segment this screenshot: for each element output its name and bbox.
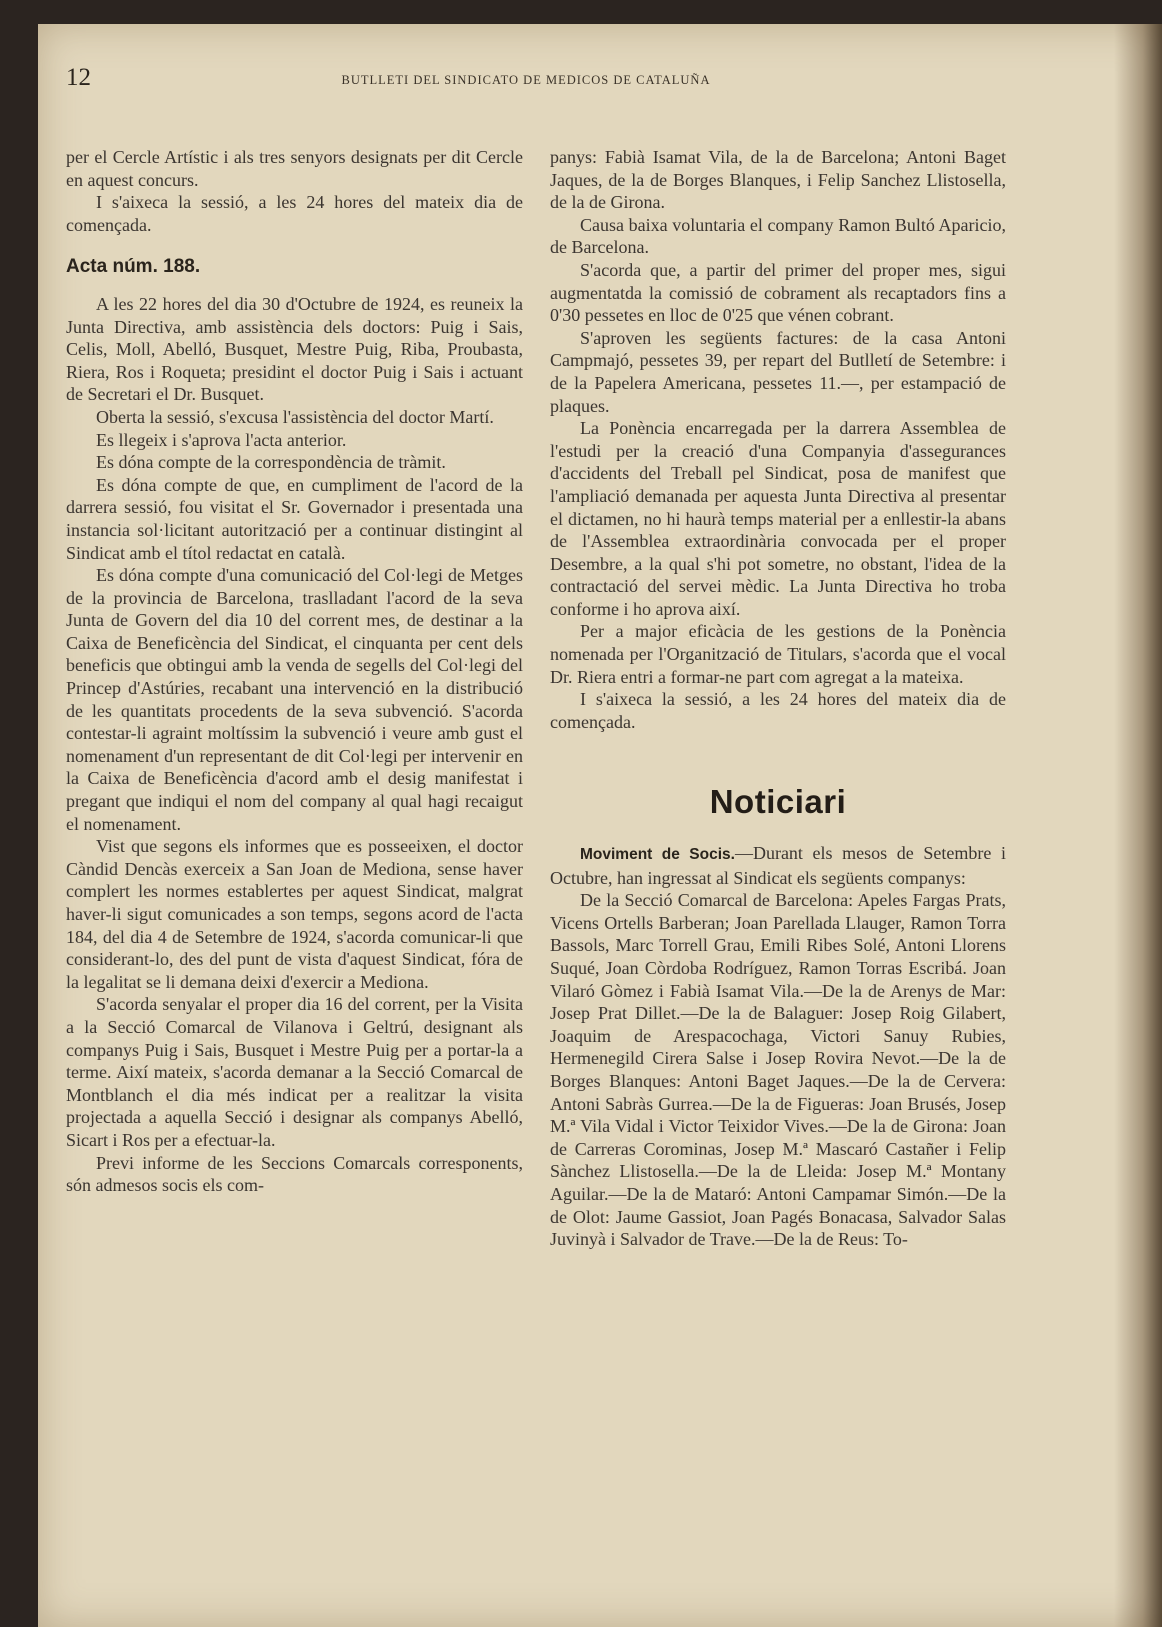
paragraph: De la Secció Comarcal de Barcelona: Apeles Fargas Prats, Vicens Ortells Barberan; Joan Parellada Llauger, Ramon Torra Bassols, Marc Torrell Grau, Emili Ribes Solé, Antoni Llorens Suqué, Joan Còrdoba Rodríguez, Ramon Torras Escribá. Joan Vilaró Gòmez i Fabià Isamat Vila.—De la de Arenys de Mar: Josep Prat Dillet.—De la de Balaguer: Josep Roig Gilabert, Joaquim de Arespacochaga, Victori Sanuy Rubies, Hermenegild Cirera Salse i Josep Rovira Nevot.—De la de Borges Blanques: Antoni Baget Jaques.—De la de Cervera: Antoni Sabràs Gurrea.—De la de Figueras: Joan Brusés, Josep M.ª Vila Vidal i Victor Teixidor Vives.—De la de Girona: Joan de Carreras Corominas, Josep M.ª Mascaró Castañer i Felip Sànchez Llistosella.—De la de Lleida: Josep M.ª Montany Aguilar.—De la de Mataró: Antoni Campamar Simón.—De la de Olot: Jaume Gassiot, Joan Pagés Bonacasa, Salvador Salas Juvinyà i Salvador de Trave.—De la de Reus: To- [550,890,1006,1250]
paragraph: A les 22 hores del dia 30 d'Octubre de 1924, es reuneix la Junta Directiva, amb assistència dels doctors: Puig i Sais, Celis, Moll, Abelló, Busquet, Mestre Puig, Riba, Proubasta, Riera, Ros i Roqueta; presidint el doctor Puig i Sais i actuant de Secretari el Dr. Busquet. [66,293,523,405]
acta-heading: Acta núm. 188. [66,256,201,278]
page-number: 12 [66,64,91,91]
paragraph: Causa baixa voluntaria el company Ramon Bultó Aparicio, de Barcelona. [550,214,1006,258]
paragraph: Es llegeix i s'aprova l'acta anterior. [96,429,347,450]
paragraph: Es dóna compte d'una comunicació del Col·legi de Metges de la provincia de Barcelona, traslladant l'acord de la seva Junta de Govern del dia 10 del corrent mes, de destinar a la Caixa de Beneficència del Sindicat, el cinquanta per cent dels beneficis que obtingui amb la venda de segells del Col·legi del Princep d'Astúries, recabant una intervenció en la distribució de les quantitats procedents de la seva subvenció. S'acorda contestar-li agraint moltíssim la subvenció i veure amb gust el nomenament d'un representant de dit Col·legi per intervenir en la Caixa de Beneficència d'acord amb el desig manifestat i pregant que indiqui el nom del company al qual hagi recaigut el nomenament. [66,565,523,834]
book-spine-shadow [1114,24,1162,1627]
left-column [66,146,523,1197]
right-column [550,146,1006,1251]
page-header [66,64,1046,98]
lead-label: Moviment de Socis. [580,846,735,864]
paragraph: panys: Fabià Isamat Vila, de la de Barcelona; Antoni Baget Jaques, de la de Borges Blanques, i Felip Sanchez Llistosella, de la de Girona. [550,147,1006,213]
paragraph: Per a major eficàcia de les gestions de la Ponència nomenada per l'Organització de Titulars, s'acorda que el vocal Dr. Riera entri a formar-ne part com agregat a la mateixa. [550,621,1006,687]
paragraph: Es dóna compte de que, en cumpliment de l'acord de la darrera sessió, fou visitat el Sr. Governador i presentada una instancia sol·licitant autorització per a continuar distingint al Sindicat amb el títol redactat en català. [66,474,523,563]
paragraph: Oberta la sessió, s'excusa l'assistència del doctor Martí. [96,406,494,427]
lead-text: —Durant els mesos de Setembre i Octubre, han ingressat al Sindicat els següents companys: [550,843,1006,888]
paragraph: per el Cercle Artístic i als tres senyors designats per dit Cercle en aquest concurs. [66,147,523,190]
paragraph: I s'aixeca la sessió, a les 24 hores del mateix dia de començada. [550,689,1006,732]
paragraph: La Ponència encarregada per la darrera Assemblea de l'estudi per la creació d'una Companyia d'assegurances d'accidents del Treball pel Sindicat, posa de manifest que l'ampliació demanada per aquesta Junta Directiva al presentar el dictamen, no hi haurà temps material per a enllestir-la abans de l'Assemblea extraordinària convocada per el proper Desembre, a la qual s'hi pot sometre, no obstant, l'idea de la contractació del servei mèdic. La Junta Directiva ho troba conforme i ho aprova així. [550,418,1006,619]
running-title: BUTLLETI DEL SINDICATO DE MEDICOS DE CATALUÑA [341,73,711,87]
paragraph: Es dóna compte de la correspondència de tràmit. [96,452,446,473]
paragraph: Vist que segons els informes que es posseeixen, el doctor Càndid Dencàs exerceix a San Joan de Mediona, sense haver complert les normes establertes per aquest Sindicat, malgrat haver-li sigut comunicades a son temps, segons acord de l'acta 184, del dia 4 de Setembre de 1924, s'acorda comunicar-li que considerant-lo, des del punt de vista d'aquest Sindicat, fóra de la legalitat se li demana deixi d'exercir a Mediona. [66,836,523,992]
paragraph: S'acorda senyalar el proper dia 16 del corrent, per la Visita a la Secció Comarcal de Vilanova i Geltrú, designant als companys Puig i Sais, Busquet i Mestre Puig per a portar-la a terme. Així mateix, s'acorda demanar a la Secció Comarcal de Montblanch el dia més indicat per a realitzar la visita projectada a aquella Secció i designar als companys Abelló, Sicart i Ros per a efectuar-la. [66,994,523,1150]
paragraph: S'acorda que, a partir del primer del proper mes, sigui augmentatda la comissió de cobrament als recaptadors fins a 0'30 pessetes en lloc de 0'25 que vénen cobrant. [550,259,1006,326]
noticiari-heading: Noticiari [709,783,847,821]
paragraph: I s'aixeca la sessió, a les 24 hores del mateix dia de començada. [66,192,523,235]
paragraph: Previ informe de les Seccions Comarcals corresponents, són admesos socis els com- [66,1152,523,1196]
paragraph: S'aproven les següents factures: de la casa Antoni Campmajó, pessetes 39, per repart del Butlletí de Setembre: i de la Papelera Americana, pessetes 11.—, per estampació de plaques. [550,327,1006,416]
paragraph-moviment-socis [550,842,1006,889]
